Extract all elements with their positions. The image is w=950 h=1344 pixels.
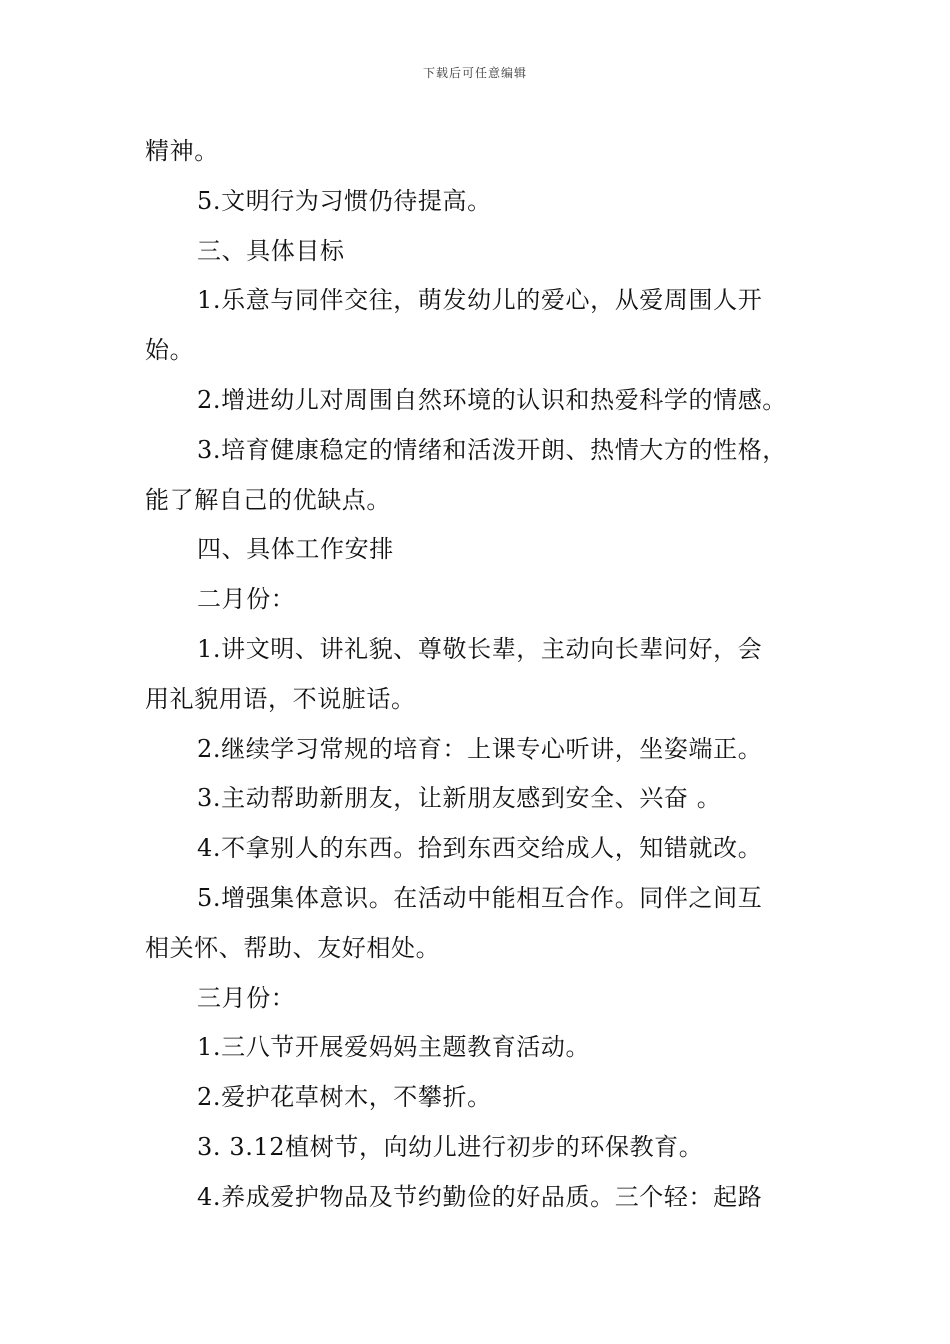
paragraph-line: 3.培育健康稳定的情绪和活泼开朗、热情大方的性格， (197, 435, 787, 464)
paragraph-line: 2.爱护花草树木，不攀折。 (197, 1083, 492, 1112)
paragraph-line: 始。 (145, 336, 195, 365)
paragraph-line: 用礼貌用语，不说脏话。 (145, 684, 416, 713)
paragraph-line: 三月份： (197, 983, 296, 1012)
paragraph-line: 5.增强集体意识。在活动中能相互合作。同伴之间互 (197, 883, 763, 912)
paragraph-line: 三、具体目标 (197, 236, 345, 265)
paragraph-line: 1.三八节开展爱妈妈主题教育活动。 (197, 1033, 591, 1062)
paragraph-line: 2.增进幼儿对周围自然环境的认识和热爱科学的情感。 (197, 385, 787, 414)
paragraph-line: 1.讲文明、讲礼貌、尊敬长辈，主动向长辈问好，会 (197, 634, 763, 663)
paragraph-line: 能了解自己的优缺点。 (145, 485, 391, 514)
paragraph-line: 相关怀、帮助、友好相处。 (145, 933, 441, 962)
paragraph-line: 3.主动帮助新朋友，让新朋友感到安全、兴奋 。 (197, 784, 722, 813)
paragraph-line: 5.文明行为习惯仍待提高。 (197, 186, 492, 215)
page-header: 下载后可任意编辑 (422, 66, 527, 80)
paragraph-line: 2.继续学习常规的培育：上课专心听讲，坐姿端正。 (197, 734, 763, 763)
paragraph-line: 精神。 (145, 137, 219, 165)
paragraph-line: 1.乐意与同伴交往，萌发幼儿的爱心，从爱周围人开 (197, 286, 763, 315)
paragraph-line: 二月份： (197, 585, 296, 614)
paragraph-line: 4.养成爱护物品及节约勤俭的好品质。三个轻：起路 (197, 1182, 763, 1211)
paragraph-line: 3. 3.12植树节，向幼儿进行初步的环保教育。 (197, 1132, 704, 1161)
document-body (145, 127, 825, 1223)
paragraph-line: 四、具体工作安排 (197, 535, 394, 564)
paragraph-line: 4.不拿别人的东西。拾到东西交给成人，知错就改。 (197, 834, 763, 863)
